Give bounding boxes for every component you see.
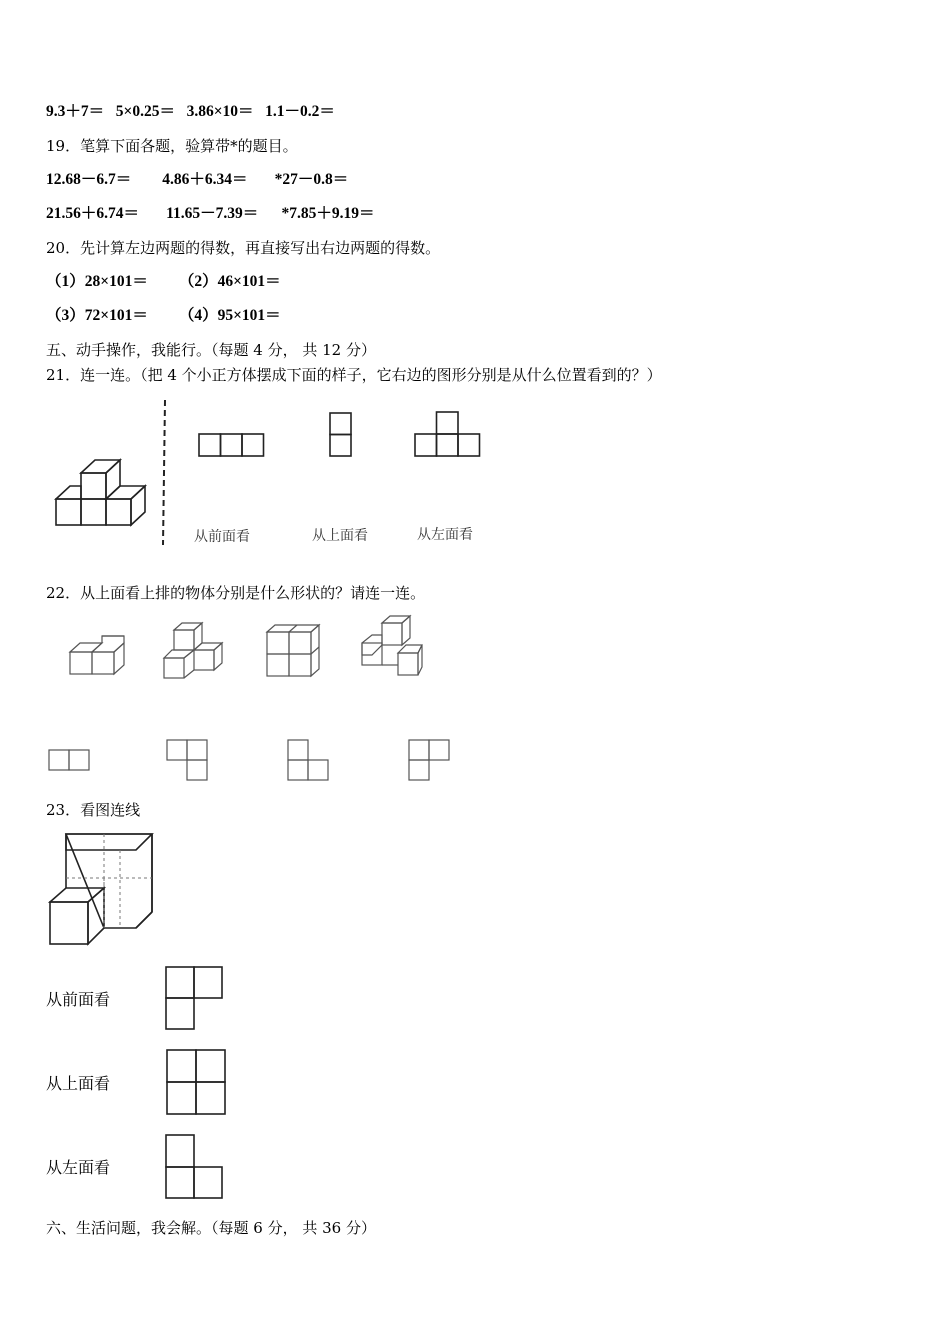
q23-label-front: 从前面看: [46, 990, 111, 1009]
section-6-title: 六、生活问题，我会解。（每题 6 分， 共 36 分）: [46, 1219, 376, 1237]
q22-view-2: [166, 739, 210, 783]
question-21: 21．连一连。（把 4 个小正方体摆成下面的样子，它右边的图形分别是从什么位置看到的？）: [46, 366, 662, 384]
q21-caption-top: 从上面看: [312, 528, 368, 544]
q23-view-front: [164, 964, 226, 1032]
question-19: 19．笔算下面各题，验算带*的题目。: [46, 137, 298, 155]
q23-view-left: [164, 1133, 226, 1201]
calc-row-20a: （1）28×101＝ （2）46×101＝: [46, 273, 281, 290]
question-20: 20．先计算左边两题的得数，再直接写出右边两题的得数。: [46, 239, 441, 257]
q23-view-top: [164, 1048, 228, 1116]
q21-view-two-stack: [329, 412, 353, 458]
q22-object-4: [360, 615, 424, 679]
q23-label-left: 从左面看: [46, 1158, 111, 1177]
q21-view-t-shape: [414, 411, 482, 459]
q22-object-2: [162, 622, 226, 682]
q22-object-1: [68, 634, 124, 678]
section-5-title: 五、动手操作，我能行。（每题 4 分， 共 12 分）: [46, 341, 376, 359]
q22-view-4: [408, 739, 452, 783]
q21-cube-stack-figure: [50, 455, 150, 530]
calc-row-18: 9.3＋7＝ 5×0.25＝ 3.86×10＝ 1.1－0.2＝: [46, 103, 335, 120]
calc-row-19a: 12.68－6.7＝ 4.86＋6.34＝ *27－0.8＝: [46, 171, 349, 188]
calc-row-20b: （3）72×101＝ （4）95×101＝: [46, 307, 281, 324]
q22-view-1: [48, 749, 92, 773]
q22-view-3: [287, 739, 331, 783]
calc-row-19b: 21.56＋6.74＝ 11.65－7.39＝ *7.85＋9.19＝: [46, 205, 375, 222]
q21-divider: [160, 400, 170, 545]
question-23: 23．看图连线: [46, 801, 141, 819]
q23-cube-figure: [44, 830, 159, 950]
q21-caption-left: 从左面看: [417, 527, 473, 543]
question-22: 22．从上面看上排的物体分别是什么形状的？请连一连。: [46, 584, 426, 602]
q21-view-three-row: [198, 433, 266, 459]
q21-caption-front: 从前面看: [194, 529, 250, 545]
q23-label-top: 从上面看: [46, 1074, 111, 1093]
q22-object-3: [265, 624, 321, 680]
